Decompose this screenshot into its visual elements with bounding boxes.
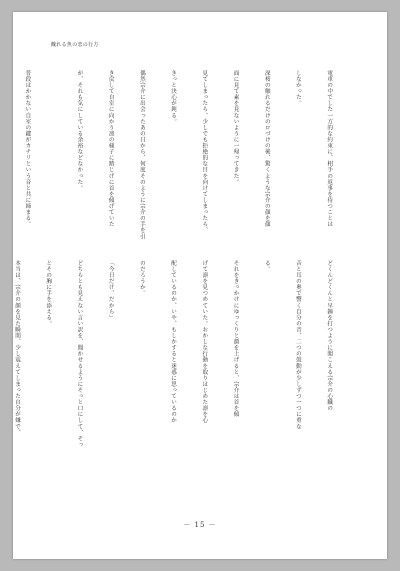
text-line: きっと決心が鈍る。 — [170, 70, 177, 125]
text-line: げて凛を見つめていた。おかしな行動を取りはじめた凛を心 — [201, 260, 208, 424]
text-line: 面に見て素を見ないように一帰ってきた。 — [232, 70, 239, 185]
lower-text-block — [14, 260, 355, 485]
text-line: 普段はかかない自室の鍵がカチリという音と共に締まる。 — [24, 70, 31, 228]
text-line: しなかった。 — [294, 70, 301, 107]
text-line: 配しているのか、いや、もしかすると迷惑に思っているのか — [170, 260, 177, 424]
text-line: き戻して自室に向かう凛の様子に踏じげに首を傾げていた — [107, 70, 114, 228]
text-line: が、それも気にしている余裕などなかった。 — [76, 70, 83, 191]
text-line: る。 — [263, 260, 270, 273]
running-header: 醜れる魚の恋の行方 — [51, 42, 99, 48]
upper-text-block — [24, 70, 355, 240]
text-line: どちらとも見えない言い訳を、聞かせるようにそっと口にして、そっ — [76, 260, 83, 448]
text-line: それをきっかけにゆっくりと顔を上げると、宗介は首を傾 — [232, 260, 239, 418]
text-line: 電車の中でした一方的な約束に、相手の返事を待つことは — [326, 70, 333, 228]
text-line: 本当は、宗介の顔を見た瞬間、少し震えてしまった自分が嫌で、 — [14, 260, 20, 436]
text-line: のだろうか。 — [138, 260, 145, 297]
text-line — [0, 70, 1, 236]
book-page — [13, 12, 387, 559]
text-line: 深桜の触れるだけのロづけの後、驚くような宗介の顔を顔 — [263, 70, 270, 228]
text-line: 偶然宗介に出会ったあの日から、何度そのように宗介の手を引 — [138, 70, 145, 240]
text-line: 「今日だけ、だから」 — [107, 260, 114, 321]
text-line: どくんどくんと早鐘を打つように聞こえる宗介の心臓の — [326, 260, 333, 412]
text-line: とその胸に手を添える。 — [45, 260, 52, 327]
text-line: 見てしまったら、少しでも拒絶的な目を向けてしまったら、 — [201, 70, 208, 234]
text-line: 音と耳の奥で響く自分の音、二つの鼓動が少しずつ一つに重な — [294, 260, 301, 430]
page-number: － 15 － — [183, 521, 217, 529]
